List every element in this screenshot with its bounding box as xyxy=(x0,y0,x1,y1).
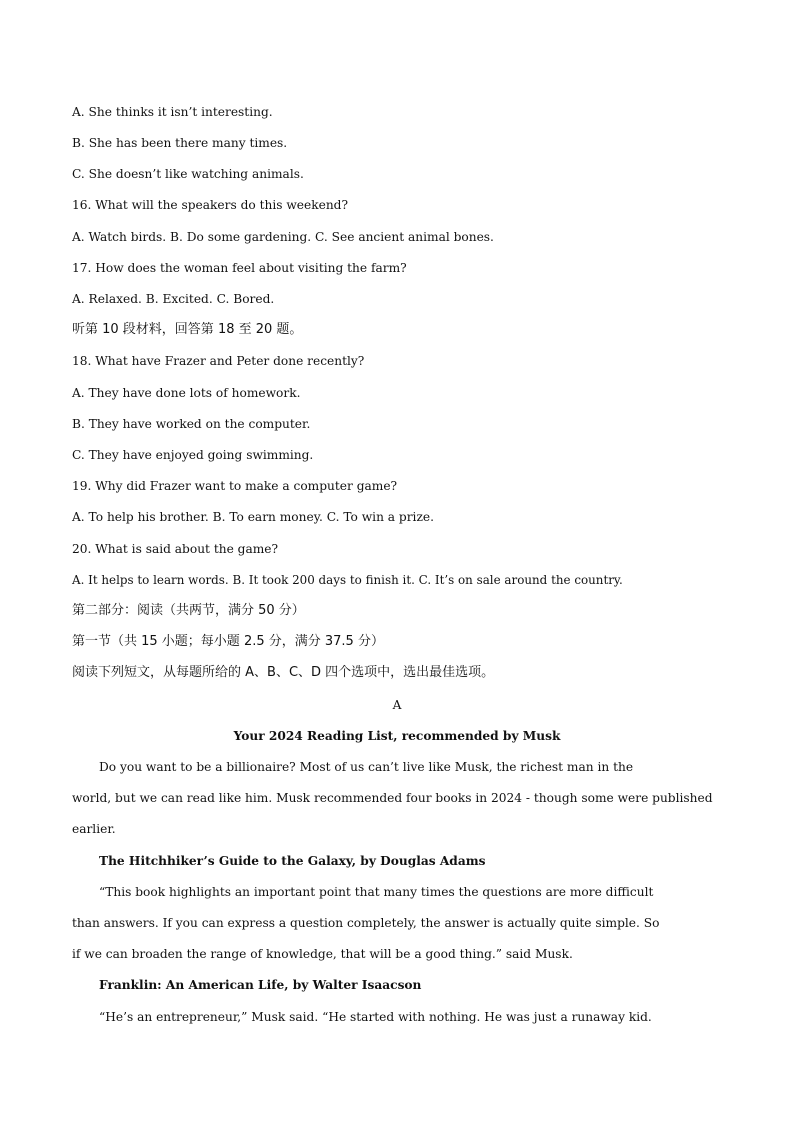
q17-options: A. Relaxed. B. Excited. C. Bored. xyxy=(72,292,275,306)
reading-instruction: 阅读下列短文，从每题所给的 A、B、C、D 四个选项中，选出最佳选项。 xyxy=(72,665,495,680)
book1-quote-line-1: “This book highlights an important point that many times the questions are more difficult xyxy=(99,885,654,899)
passage-title: Your 2024 Reading List, recommended by Musk xyxy=(233,729,561,743)
q16-options: A. Watch birds. B. Do some gardening. C. See ancient animal bones. xyxy=(72,230,494,244)
reading-part-heading: 第二部分：阅读（共两节，满分 50 分） xyxy=(72,603,305,618)
intro-line-1: Do you want to be a billionaire? Most of us can’t live like Musk, the richest man in the xyxy=(99,760,634,774)
q20-options: A. It helps to learn words. B. It took 200 days to finish it. C. It’s on sale around the country. xyxy=(72,573,623,587)
q18-question: 18. What have Frazer and Peter done recently? xyxy=(72,354,365,368)
q18-option-b: B. They have worked on the computer. xyxy=(72,417,311,431)
book2-quote-line-1: “He’s an entrepreneur,” Musk said. “He started with nothing. He was just a runaway kid. xyxy=(99,1010,652,1024)
q15-option-c: C. She doesn’t like watching animals. xyxy=(72,167,304,181)
q16-question: 16. What will the speakers do this weekend? xyxy=(72,198,349,212)
intro-line-2: world, but we can read like him. Musk recommended four books in 2024 - though some were published xyxy=(72,791,713,805)
q17-question: 17. How does the woman feel about visiting the farm? xyxy=(72,261,407,275)
q19-options: A. To help his brother. B. To earn money. C. To win a prize. xyxy=(72,510,434,524)
q20-question: 20. What is said about the game? xyxy=(72,542,279,556)
book1-title: The Hitchhiker’s Guide to the Galaxy, by Douglas Adams xyxy=(99,854,486,868)
q18-option-a: A. They have done lots of homework. xyxy=(72,386,301,400)
passage-label: A xyxy=(392,698,402,712)
book1-quote-line-3: if we can broaden the range of knowledge, that will be a good thing.” said Musk. xyxy=(72,947,573,961)
intro-line-3: earlier. xyxy=(72,822,116,836)
section10-instruction: 听第 10 段材料，回答第 18 至 20 题。 xyxy=(72,322,303,337)
reading-section-heading: 第一节（共 15 小题；每小题 2.5 分，满分 37.5 分） xyxy=(72,634,384,649)
q18-option-c: C. They have enjoyed going swimming. xyxy=(72,448,314,462)
book1-quote-line-2: than answers. If you can express a question completely, the answer is actually quite simple. So xyxy=(72,916,660,930)
q15-option-a: A. She thinks it isn’t interesting. xyxy=(72,105,273,119)
q19-question: 19. Why did Frazer want to make a computer game? xyxy=(72,479,398,493)
book2-title: Franklin: An American Life, by Walter Isaacson xyxy=(99,978,422,992)
q15-option-b: B. She has been there many times. xyxy=(72,136,288,150)
